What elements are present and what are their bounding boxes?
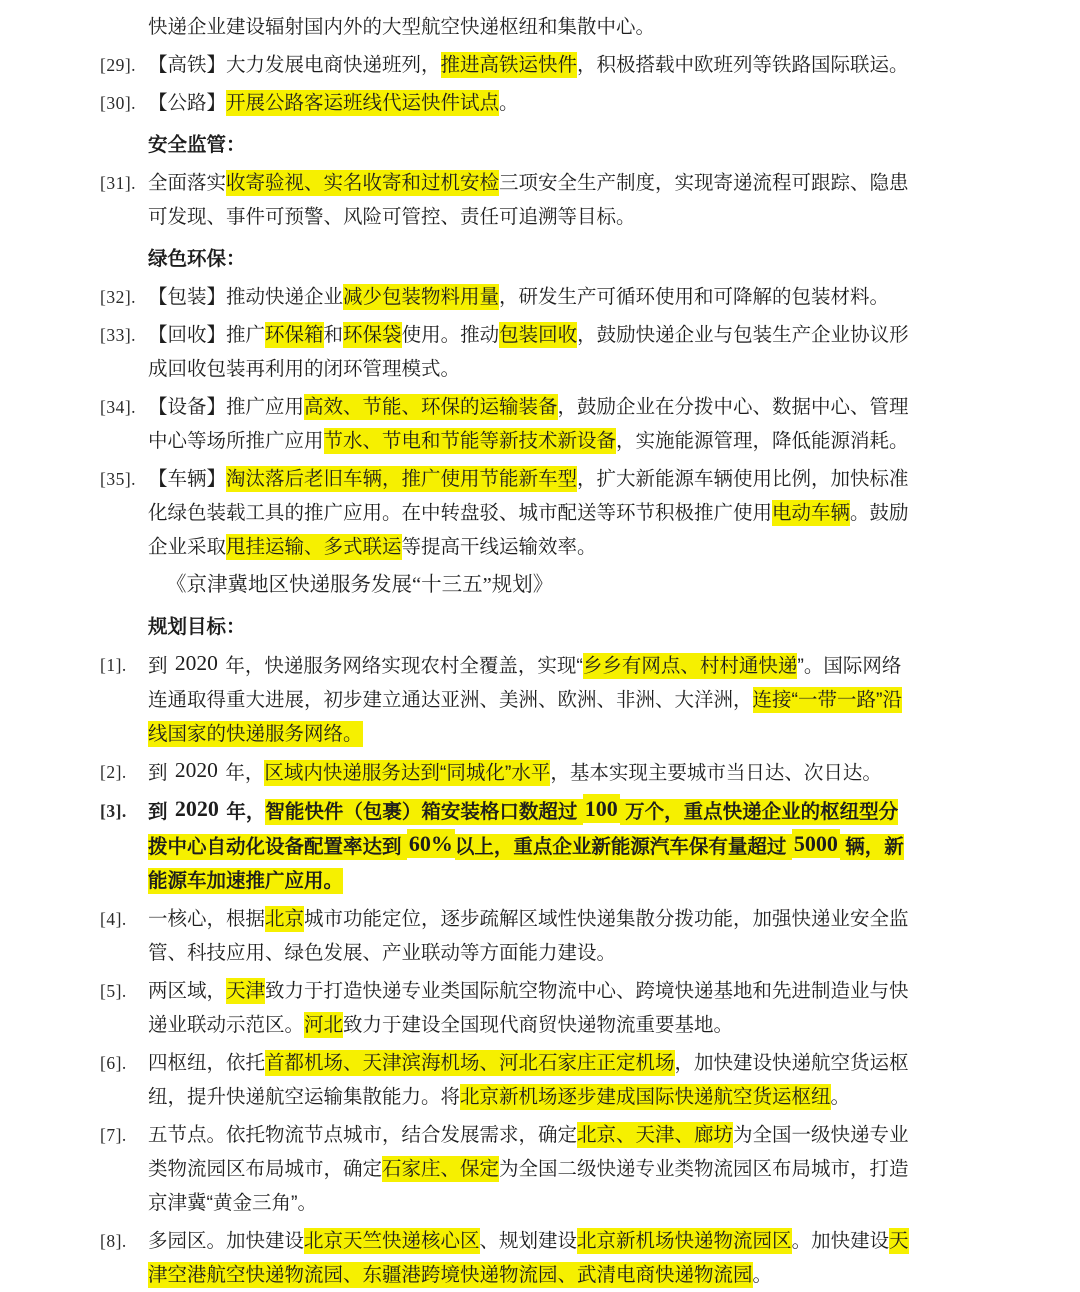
text-segment: 2020 — [174, 758, 218, 782]
highlighted-text: 100 — [584, 796, 618, 821]
text-segment: 为全国二级快递专业类物流园区布局城市，打造京津冀“黄金三角”。 — [148, 1158, 909, 1214]
highlighted-text: 智能快件（包裹）箱安装格口数超过 — [265, 801, 583, 823]
numbered-paragraph — [0, 648, 1080, 751]
highlighted-text: 天津 — [226, 980, 266, 1002]
highlighted-text: 北京 — [265, 908, 305, 930]
numbered-paragraph — [0, 462, 1080, 564]
paragraph-number: [34]. — [100, 397, 137, 417]
text-segment: 城市功能定位，逐步疏解区域性快递集散分拨功能，加强快递业安全监管、科技应用、绿色发展、产业联动等方面能力建设。 — [148, 908, 909, 964]
paragraph-number: [32]. — [100, 287, 137, 307]
highlighted-text: 北京新机场逐步建成国际快递航空货运枢纽 — [460, 1086, 831, 1108]
text-segment: 【设备】推广应用 — [148, 396, 305, 418]
text-segment: 三项安全生产制度，实现寄递流程可跟踪、隐患可发现、事件可预警、风险可管控、责任可追溯等目标。 — [148, 172, 909, 228]
highlighted-text: 万个，重点快递企业的枢纽型分拨中心自动化设备配置率达到 — [148, 801, 899, 858]
highlighted-text: 天津空港航空快递物流园、东疆港跨境快递物流园、武清电商快递物流园 — [148, 1230, 909, 1286]
highlighted-text: 电动车辆 — [772, 502, 851, 524]
numbered-paragraph — [0, 1118, 1080, 1220]
highlighted-text: 连接“一带一路”沿线国家的快递服务网络。 — [148, 689, 903, 745]
highlighted-text: 淘汰落后老旧车辆，推广使用节能新车型 — [226, 468, 578, 490]
numbered-paragraph — [0, 1224, 1080, 1292]
numbered-paragraph — [0, 318, 1080, 386]
highlighted-text: 以上，重点企业新能源汽车保有量超过 — [454, 836, 792, 858]
text-segment: ，研发生产可循环使用和可降解的包装材料。 — [499, 286, 890, 308]
text-segment: 。 — [752, 1264, 773, 1286]
text-segment: ”。国际网络连通取得重大进展，初步建立通达亚洲、美洲、欧洲、非洲、大洋洲， — [148, 655, 902, 711]
highlighted-text: 60% — [408, 831, 453, 856]
highlighted-text: 开展公路客运班线代运快件试点 — [226, 92, 500, 114]
highlighted-text: 5000 — [793, 831, 838, 856]
paragraph-text — [148, 648, 914, 751]
highlighted-text: 区域内快递服务达到“同城化”水平 — [264, 762, 551, 784]
highlighted-text: 乡乡有网点、村村通快递 — [582, 655, 798, 677]
paragraph-text — [148, 48, 914, 82]
paragraph-text — [148, 1118, 914, 1220]
text-segment: ，积极搭载中欧班列等铁路国际联运。 — [577, 54, 909, 76]
text-segment: 到 — [148, 655, 173, 677]
highlighted-text: 北京天竺快递核心区 — [304, 1230, 480, 1252]
paragraph-text — [148, 86, 914, 120]
numbered-paragraph — [0, 390, 1080, 458]
text-segment: 两区域， — [148, 980, 227, 1002]
paragraph-number: [1]. — [100, 655, 127, 675]
highlighted-text: 石家庄、保定 — [382, 1158, 500, 1180]
paragraph-number: [4]. — [100, 909, 127, 929]
paragraph-text — [148, 318, 914, 386]
text-segment: ，鼓励企业在分拨中心、数据中心、管理中心等场所推广应用 — [148, 396, 909, 452]
text-segment: 。加快建设 — [791, 1230, 890, 1252]
paragraph-number: [3]. — [100, 801, 127, 821]
paragraph-number: [29]. — [100, 55, 137, 75]
text-segment: ，扩大新能源车辆使用比例，加快标准化绿色装载工具的推广应用。在中转盘驳、城市配送等环节积极推广使用 — [148, 468, 909, 524]
paragraph-text — [148, 280, 914, 314]
paragraph-number: [33]. — [100, 325, 137, 345]
text-segment: 【公路】 — [148, 92, 227, 114]
text-segment: 多园区。加快建设 — [148, 1230, 305, 1252]
text-segment: 。 — [830, 1086, 851, 1108]
text-segment: 。 — [499, 92, 519, 114]
numbered-paragraph — [0, 166, 1080, 234]
text-segment: ，基本实现主要城市当日达、次日达。 — [550, 762, 882, 784]
highlighted-text: 首都机场、天津滨海机场、河北石家庄正定机场 — [265, 1052, 675, 1074]
highlighted-text: 环保箱 — [265, 324, 324, 346]
text-segment: 2020 — [174, 651, 218, 675]
text-segment: ，加快建设快递航空货运枢纽，提升快递航空运输集散能力。将 — [148, 1052, 909, 1108]
paragraph-number: [6]. — [100, 1053, 127, 1073]
text-segment: 到 — [148, 801, 173, 823]
highlighted-text: 北京新机场快递物流园区 — [577, 1230, 792, 1252]
text-segment: 【高铁】大力发展电商快递班列， — [148, 54, 441, 76]
text-segment: 和 — [323, 324, 344, 346]
numbered-paragraph — [0, 1046, 1080, 1114]
highlighted-text: 高效、节能、环保的运输装备 — [304, 396, 558, 418]
paragraph-text — [148, 794, 914, 898]
text-segment: 五节点。依托物流节点城市，结合发展需求，确定 — [148, 1124, 578, 1146]
paragraph-number: [7]. — [100, 1125, 127, 1145]
section-heading: 安全监管： — [148, 134, 246, 156]
text-segment: 致力于打造快递专业类国际航空物流中心、跨境快递基地和先进制造业与快递业联动示范区。 — [148, 980, 909, 1036]
paragraph-number: [35]. — [100, 469, 137, 489]
text-segment: 【车辆】 — [148, 468, 227, 490]
paragraph-text — [148, 16, 655, 38]
numbered-paragraph — [0, 280, 1080, 314]
paragraph-number: [31]. — [100, 173, 137, 193]
text-segment: 致力于建设全国现代商贸快递物流重要基地。 — [343, 1014, 734, 1036]
paragraph-text — [148, 1224, 914, 1292]
numbered-paragraph — [0, 974, 1080, 1042]
text-segment: 一核心，根据 — [148, 908, 266, 930]
paragraph-text — [148, 390, 914, 458]
text-segment: 四枢纽，依托 — [148, 1052, 266, 1074]
text-segment: 、规划建设 — [479, 1230, 578, 1252]
highlighted-text: 减少包装物料用量 — [343, 286, 500, 308]
numbered-paragraph — [0, 902, 1080, 970]
paragraph-text — [148, 974, 914, 1042]
paragraph-number: [5]. — [100, 981, 127, 1001]
paragraph-text — [148, 166, 914, 234]
text-segment: 【回收】推广 — [148, 324, 266, 346]
paragraph-text — [148, 1046, 914, 1114]
text-segment: 【包装】推动快递企业 — [148, 286, 344, 308]
plan-title: 《京津冀地区快递服务发展“十三五”规划》 — [166, 574, 554, 596]
highlighted-text: 节水、节电和节能等新技术新设备 — [323, 430, 617, 452]
text-segment: 2020 — [174, 796, 219, 821]
numbered-paragraph — [0, 755, 1080, 790]
highlighted-text: 甩挂运输、多式联运 — [226, 536, 402, 558]
text-segment: 使用。推动 — [401, 324, 500, 346]
numbered-paragraph — [0, 48, 1080, 82]
highlighted-text: 推进高铁运快件 — [440, 54, 578, 76]
text-segment: 全面落实 — [148, 172, 227, 194]
highlighted-text: 辆，新能源车加速推广应用。 — [148, 836, 904, 892]
text-segment: 等提高干线运输效率。 — [401, 536, 597, 558]
highlighted-text: 河北 — [304, 1014, 344, 1036]
highlighted-text: 收寄验视、实名收寄和过机安检 — [226, 172, 500, 194]
highlighted-text: 北京、天津、廊坊 — [577, 1124, 734, 1146]
highlighted-text: 环保袋 — [343, 324, 402, 346]
paragraph-text — [148, 902, 914, 970]
highlighted-text: 包装回收 — [499, 324, 578, 346]
text-segment: 。鼓励企业采取 — [148, 502, 909, 558]
text-segment: 年， — [219, 762, 265, 784]
text-segment: 为全国一级快递专业类物流园区布局城市，确定 — [148, 1124, 909, 1180]
paragraph-number: [8]. — [100, 1231, 127, 1251]
text-segment: ，实施能源管理，降低能源消耗。 — [616, 430, 909, 452]
paragraph-text — [148, 755, 914, 790]
text-segment: 到 — [148, 762, 173, 784]
text-segment: 年，快递服务网络实现农村全覆盖，实现“ — [219, 655, 583, 677]
paragraph-number: [30]. — [100, 93, 137, 113]
numbered-paragraph — [0, 794, 1080, 898]
text-segment: ，鼓励快递企业与包装生产企业协议形成回收包装再利用的闭环管理模式。 — [148, 324, 909, 380]
section-heading: 绿色环保： — [148, 248, 246, 270]
section-heading: 规划目标： — [148, 616, 246, 638]
paragraph-text — [148, 462, 914, 564]
text-segment: 年， — [220, 801, 266, 823]
numbered-paragraph — [0, 86, 1080, 120]
text-segment: 快递企业建设辐射国内外的大型航空快递枢纽和集散中心。 — [148, 16, 656, 38]
continuation-paragraph — [148, 10, 914, 44]
paragraph-number: [2]. — [100, 762, 127, 782]
